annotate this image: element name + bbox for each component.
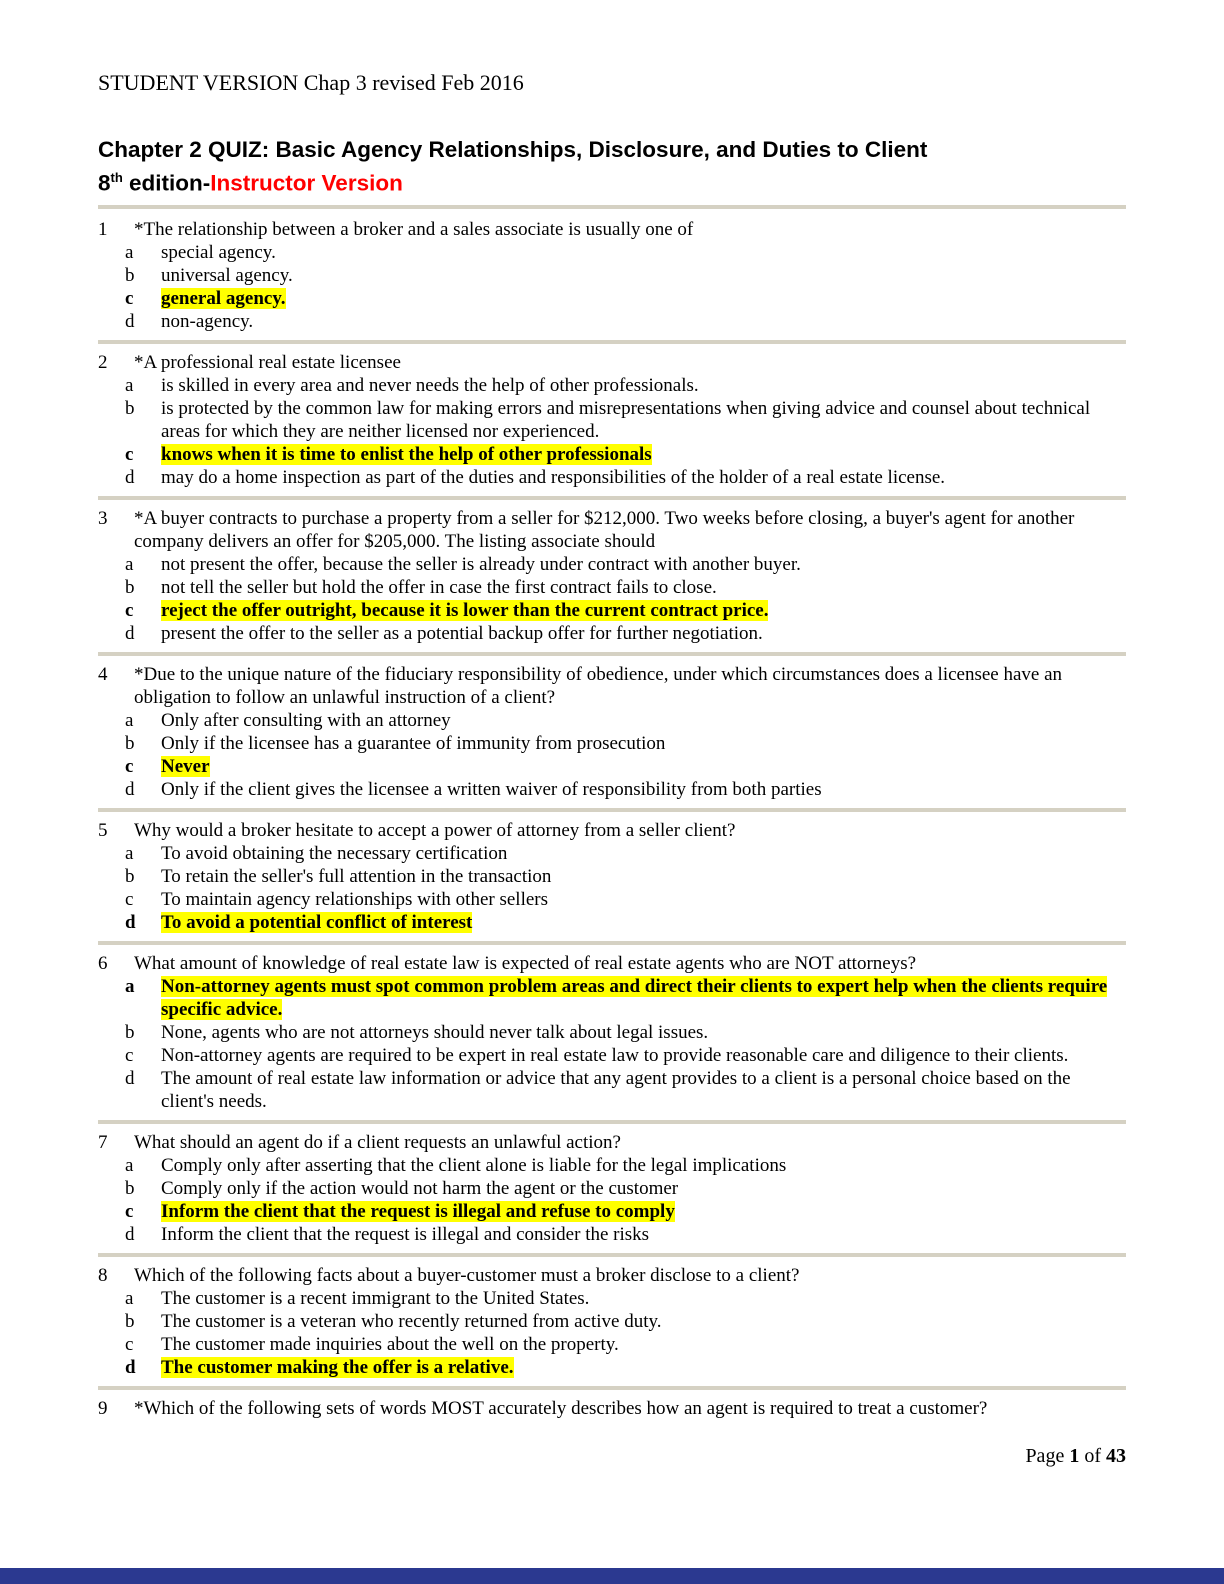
- question-block: [98, 507, 1126, 645]
- page-number-total: 43: [1106, 1445, 1126, 1467]
- option-letter: d: [125, 310, 135, 332]
- option-row: [98, 1200, 1126, 1223]
- question-text: Why would a broker hesitate to accept a power of attorney from a seller client?: [134, 819, 736, 841]
- correct-answer-text: general agency.: [161, 287, 286, 309]
- option-row: [98, 975, 1126, 1021]
- question-row: [98, 507, 1126, 553]
- quiz-title-block: [98, 136, 1126, 198]
- option-row: [98, 888, 1126, 911]
- title-divider: [98, 205, 1126, 209]
- option-text: [161, 732, 1126, 755]
- option-letter: c: [125, 443, 134, 465]
- edition-ordinal-suffix: th: [110, 170, 123, 185]
- question-divider: [98, 808, 1126, 812]
- answer-text: is protected by the common law for making errors and misrepresentations when giving advice and counsel about technical areas for which they are neither licensed nor experienced.: [161, 397, 1091, 442]
- option-text: [161, 466, 1126, 489]
- answer-text: Comply only after asserting that the client alone is liable for the legal implications: [161, 1154, 787, 1176]
- question-row: [98, 952, 1126, 975]
- option-row: [98, 622, 1126, 645]
- question-row: [98, 663, 1126, 709]
- option-row: [98, 1067, 1126, 1113]
- option-row: [98, 264, 1126, 287]
- option-text: [161, 1356, 1126, 1379]
- option-letter: d: [125, 911, 136, 933]
- answer-text: To maintain agency relationships with other sellers: [161, 888, 549, 910]
- question-divider: [98, 652, 1126, 656]
- option-text: [161, 1310, 1126, 1333]
- question-number: 6: [98, 952, 108, 974]
- answer-text: Comply only if the action would not harm the agent or the customer: [161, 1177, 679, 1199]
- option-row: [98, 709, 1126, 732]
- question-divider: [98, 941, 1126, 945]
- option-letter: c: [125, 755, 134, 777]
- option-text: [161, 287, 1126, 310]
- answer-text: is skilled in every area and never needs the help of other professionals.: [161, 374, 699, 396]
- question-text: *Due to the unique nature of the fiduciary responsibility of obedience, under which circumstances does a licensee have an obligation to follow an unlawful instruction of a client?: [134, 663, 1063, 708]
- option-text: [161, 911, 1126, 934]
- option-row: [98, 732, 1126, 755]
- question-row: [98, 819, 1126, 842]
- edition-text: edition-: [122, 170, 211, 196]
- question-block: [98, 1264, 1126, 1379]
- question-divider: [98, 1120, 1126, 1124]
- option-letter: b: [125, 576, 135, 598]
- answer-text: special agency.: [161, 241, 276, 263]
- answer-text: The customer is a veteran who recently returned from active duty.: [161, 1310, 662, 1332]
- questions: [98, 218, 1126, 1420]
- question-block: [98, 819, 1126, 934]
- option-row: [98, 599, 1126, 622]
- option-row: [98, 310, 1126, 333]
- question-block: [98, 1397, 1126, 1420]
- correct-answer-text: Non-attorney agents must spot common problem areas and direct their clients to expert help when the clients require specific advice.: [161, 975, 1108, 1020]
- option-letter: c: [125, 1044, 134, 1066]
- option-row: [98, 1287, 1126, 1310]
- option-letter: a: [125, 374, 134, 396]
- question-row: [98, 1397, 1126, 1420]
- option-text: [161, 622, 1126, 645]
- edition-number: 8: [98, 170, 111, 196]
- answer-text: non-agency.: [161, 310, 254, 332]
- question-number: 2: [98, 351, 108, 373]
- option-text: [161, 599, 1126, 622]
- question-number: 4: [98, 663, 108, 685]
- option-row: [98, 1154, 1126, 1177]
- option-letter: c: [125, 1200, 134, 1222]
- option-letter: b: [125, 732, 135, 754]
- option-letter: c: [125, 599, 134, 621]
- question-row: [98, 218, 1126, 241]
- question-text: *A professional real estate licensee: [134, 351, 401, 373]
- option-text: [161, 1223, 1126, 1246]
- option-row: [98, 911, 1126, 934]
- option-letter: b: [125, 1177, 135, 1199]
- option-letter: b: [125, 397, 135, 419]
- option-text: [161, 1021, 1126, 1044]
- option-letter: a: [125, 842, 134, 864]
- question-number: 3: [98, 507, 108, 529]
- option-text: [161, 1333, 1126, 1356]
- question-row: [98, 1264, 1126, 1287]
- correct-answer-text: To avoid a potential conflict of interest: [161, 911, 473, 933]
- option-text: [161, 1067, 1126, 1113]
- document-header-label: STUDENT VERSION Chap 3 revised Feb 2016: [98, 70, 524, 95]
- question-block: [98, 663, 1126, 801]
- question-number: 9: [98, 1397, 108, 1419]
- answer-text: To avoid obtaining the necessary certification: [161, 842, 508, 864]
- option-text: [161, 576, 1126, 599]
- answer-text: Only if the client gives the licensee a written waiver of responsibility from both parties: [161, 778, 822, 800]
- option-letter: d: [125, 1223, 135, 1245]
- page-label-middle: of: [1079, 1445, 1106, 1467]
- option-letter: b: [125, 865, 135, 887]
- option-row: [98, 576, 1126, 599]
- option-row: [98, 1044, 1126, 1067]
- option-letter: c: [125, 888, 134, 910]
- question-block: [98, 351, 1126, 489]
- question-number: 7: [98, 1131, 108, 1153]
- option-text: [161, 1044, 1126, 1067]
- question-text: *A buyer contracts to purchase a property from a seller for $212,000. Two weeks before closing, a buyer's agent for another company delivers an offer for $205,000. The listing associate should: [134, 507, 1075, 552]
- page-number-label: [1025, 1444, 1126, 1468]
- option-letter: b: [125, 1310, 135, 1332]
- option-row: [98, 1333, 1126, 1356]
- option-row: [98, 553, 1126, 576]
- option-letter: d: [125, 622, 135, 644]
- option-text: [161, 1154, 1126, 1177]
- option-text: [161, 553, 1126, 576]
- question-row: [98, 1131, 1126, 1154]
- question-number: 5: [98, 819, 108, 841]
- page-bottom-bar: [0, 1568, 1224, 1584]
- option-letter: a: [125, 1287, 134, 1309]
- answer-text: not present the offer, because the seller is already under contract with another buyer.: [161, 553, 801, 575]
- answer-text: Non-attorney agents are required to be expert in real estate law to provide reasonable care and diligence to their clients.: [161, 1044, 1069, 1066]
- correct-answer-text: knows when it is time to enlist the help of other professionals: [161, 443, 652, 465]
- answer-text: None, agents who are not attorneys should never talk about legal issues.: [161, 1021, 709, 1043]
- page-label-prefix: Page: [1025, 1445, 1070, 1467]
- option-text: [161, 374, 1126, 397]
- option-letter: c: [125, 287, 134, 309]
- correct-answer-text: Never: [161, 755, 210, 777]
- option-letter: a: [125, 1154, 134, 1176]
- option-text: [161, 1200, 1126, 1223]
- option-text: [161, 975, 1126, 1021]
- option-text: [161, 888, 1126, 911]
- question-number: 1: [98, 218, 108, 240]
- option-text: [161, 709, 1126, 732]
- answer-text: The customer made inquiries about the well on the property.: [161, 1333, 619, 1355]
- option-text: [161, 1287, 1126, 1310]
- question-number: 8: [98, 1264, 108, 1286]
- question-text: What should an agent do if a client requests an unlawful action?: [134, 1131, 621, 1153]
- question-text: Which of the following facts about a buyer-customer must a broker disclose to a client?: [134, 1264, 800, 1286]
- option-letter: d: [125, 1067, 135, 1089]
- answer-text: not tell the seller but hold the offer in case the first contract fails to close.: [161, 576, 717, 598]
- correct-answer-text: reject the offer outright, because it is lower than the current contract price.: [161, 599, 769, 621]
- option-letter: b: [125, 264, 135, 286]
- answer-text: may do a home inspection as part of the duties and responsibilities of the holder of a real estate license.: [161, 466, 946, 488]
- answer-text: present the offer to the seller as a potential backup offer for further negotiation.: [161, 622, 763, 644]
- option-row: [98, 397, 1126, 443]
- option-letter: d: [125, 466, 135, 488]
- question-block: [98, 1131, 1126, 1246]
- option-text: [161, 865, 1126, 888]
- option-text: [161, 241, 1126, 264]
- correct-answer-text: Inform the client that the request is illegal and refuse to comply: [161, 1200, 675, 1222]
- option-row: [98, 1310, 1126, 1333]
- question-block: [98, 952, 1126, 1113]
- answer-text: Only after consulting with an attorney: [161, 709, 451, 731]
- option-letter: d: [125, 1356, 136, 1378]
- option-text: [161, 264, 1126, 287]
- answer-text: The customer is a recent immigrant to the United States.: [161, 1287, 590, 1309]
- question-text: *Which of the following sets of words MOST accurately describes how an agent is required to treat a customer?: [134, 1397, 988, 1419]
- option-text: [161, 397, 1126, 443]
- option-text: [161, 443, 1126, 466]
- option-row: [98, 241, 1126, 264]
- question-divider: [98, 340, 1126, 344]
- question-divider: [98, 1386, 1126, 1390]
- question-text: What amount of knowledge of real estate law is expected of real estate agents who are NOT attorneys?: [134, 952, 917, 974]
- correct-answer-text: The customer making the offer is a relative.: [161, 1356, 514, 1378]
- answer-text: The amount of real estate law information or advice that any agent provides to a client is a personal choice based on the client's needs.: [161, 1067, 1071, 1112]
- question-divider: [98, 1253, 1126, 1257]
- option-letter: d: [125, 778, 135, 800]
- option-row: [98, 1021, 1126, 1044]
- answer-text: Inform the client that the request is illegal and consider the risks: [161, 1223, 650, 1245]
- instructor-version-label: Instructor Version: [210, 170, 403, 196]
- option-row: [98, 778, 1126, 801]
- quiz-title: Chapter 2 QUIZ: Basic Agency Relationships, Disclosure, and Duties to Client: [98, 137, 928, 162]
- option-row: [98, 1177, 1126, 1200]
- option-letter: a: [125, 553, 134, 575]
- question-text: *The relationship between a broker and a sales associate is usually one of: [134, 218, 694, 240]
- option-text: [161, 778, 1126, 801]
- question-block: [98, 218, 1126, 333]
- option-letter: a: [125, 709, 134, 731]
- option-row: [98, 1356, 1126, 1379]
- question-row: [98, 351, 1126, 374]
- option-letter: b: [125, 1021, 135, 1043]
- option-row: [98, 287, 1126, 310]
- answer-text: Only if the licensee has a guarantee of immunity from prosecution: [161, 732, 666, 754]
- option-text: [161, 310, 1126, 333]
- answer-text: To retain the seller's full attention in the transaction: [161, 865, 552, 887]
- page-number-current: 1: [1069, 1445, 1080, 1467]
- option-row: [98, 1223, 1126, 1246]
- option-row: [98, 865, 1126, 888]
- option-row: [98, 374, 1126, 397]
- option-letter: a: [125, 975, 135, 997]
- option-text: [161, 842, 1126, 865]
- option-row: [98, 755, 1126, 778]
- answer-text: universal agency.: [161, 264, 293, 286]
- option-text: [161, 755, 1126, 778]
- option-letter: a: [125, 241, 134, 263]
- option-row: [98, 842, 1126, 865]
- option-text: [161, 1177, 1126, 1200]
- edition-line: [98, 164, 1126, 198]
- option-letter: c: [125, 1333, 134, 1355]
- option-row: [98, 443, 1126, 466]
- question-divider: [98, 496, 1126, 500]
- option-row: [98, 466, 1126, 489]
